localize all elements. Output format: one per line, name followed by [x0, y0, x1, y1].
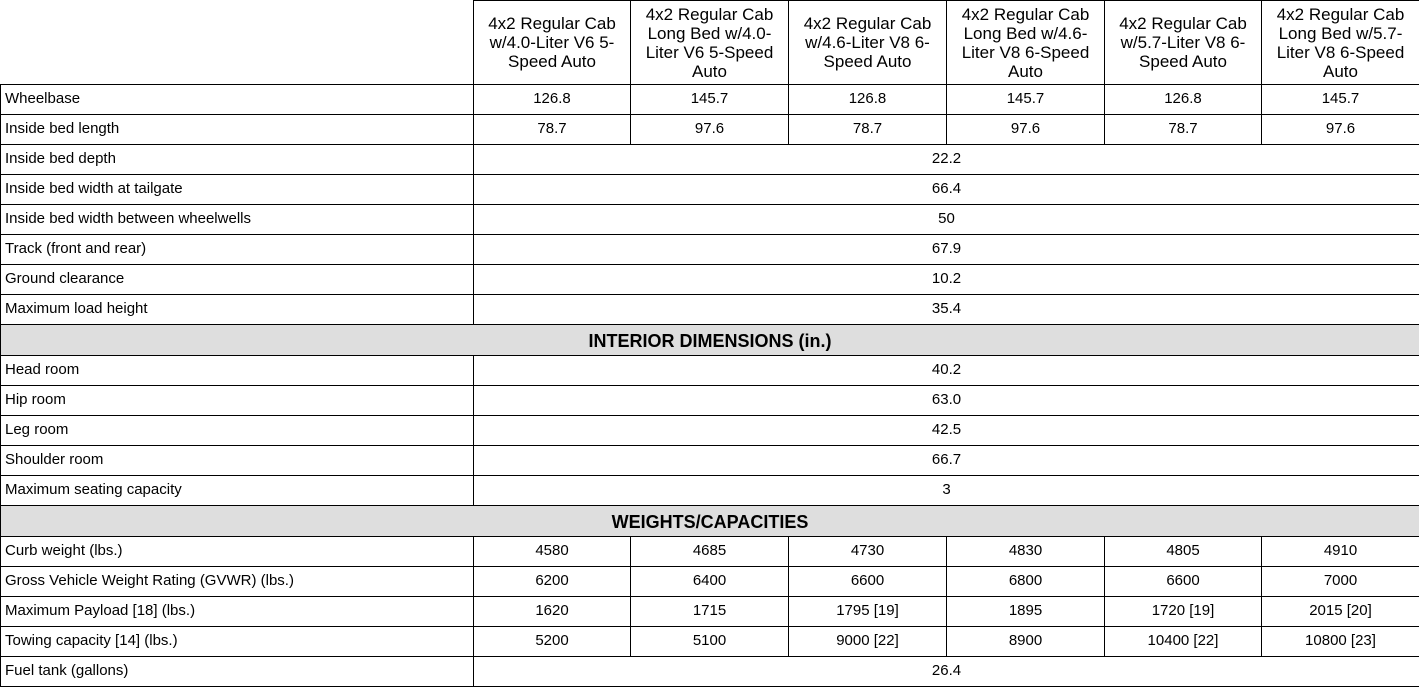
row-label: Track (front and rear) — [1, 235, 474, 265]
header-blank-cell — [1, 1, 474, 85]
table-row — [1, 386, 1419, 416]
column-header: 4x2 Regular Cab w/4.0-Liter V6 5-Speed Auto — [474, 1, 631, 85]
cell-value: 9000 [22] — [789, 627, 947, 657]
cell-value: 6200 — [474, 567, 631, 597]
table-row — [1, 627, 1419, 657]
section-row — [1, 506, 1419, 537]
cell-value: 1715 — [631, 597, 789, 627]
table-row — [1, 567, 1419, 597]
cell-value: 6400 — [631, 567, 789, 597]
row-label: Hip room — [1, 386, 474, 416]
column-header: 4x2 Regular Cab Long Bed w/4.6-Liter V8 6-Speed Auto — [947, 1, 1105, 85]
cell-value: 8900 — [947, 627, 1105, 657]
cell-value: 4580 — [474, 537, 631, 567]
cell-value: 6600 — [1105, 567, 1262, 597]
row-label: Leg room — [1, 416, 474, 446]
cell-value-merged: 3 — [474, 476, 1419, 506]
row-label: Inside bed width at tailgate — [1, 175, 474, 205]
cell-value: 4685 — [631, 537, 789, 567]
cell-value: 126.8 — [474, 85, 631, 115]
section-header-interior: INTERIOR DIMENSIONS (in.) — [1, 325, 1419, 356]
row-label: Inside bed length — [1, 115, 474, 145]
cell-value: 145.7 — [1262, 85, 1419, 115]
table-row — [1, 537, 1419, 567]
column-header: 4x2 Regular Cab w/4.6-Liter V8 6-Speed Auto — [789, 1, 947, 85]
table-row — [1, 597, 1419, 627]
cell-value-merged: 42.5 — [474, 416, 1419, 446]
cell-value: 97.6 — [947, 115, 1105, 145]
cell-value: 5100 — [631, 627, 789, 657]
cell-value: 97.6 — [631, 115, 789, 145]
cell-value: 1620 — [474, 597, 631, 627]
table-row — [1, 115, 1419, 145]
cell-value: 7000 — [1262, 567, 1419, 597]
cell-value: 78.7 — [474, 115, 631, 145]
row-label: Gross Vehicle Weight Rating (GVWR) (lbs.) — [1, 567, 474, 597]
row-label: Towing capacity [14] (lbs.) — [1, 627, 474, 657]
column-header: 4x2 Regular Cab Long Bed w/5.7-Liter V8 6-Speed Auto — [1262, 1, 1419, 85]
table-row — [1, 356, 1419, 386]
cell-value-merged: 63.0 — [474, 386, 1419, 416]
table-row — [1, 85, 1419, 115]
table-row — [1, 175, 1419, 205]
cell-value-merged: 26.4 — [474, 657, 1419, 687]
cell-value-merged: 35.4 — [474, 295, 1419, 325]
cell-value: 145.7 — [947, 85, 1105, 115]
cell-value-merged: 66.4 — [474, 175, 1419, 205]
row-label: Inside bed width between wheelwells — [1, 205, 474, 235]
table-row — [1, 235, 1419, 265]
cell-value-merged: 22.2 — [474, 145, 1419, 175]
table-row — [1, 295, 1419, 325]
cell-value: 10800 [23] — [1262, 627, 1419, 657]
cell-value: 126.8 — [1105, 85, 1262, 115]
cell-value: 6600 — [789, 567, 947, 597]
row-label: Maximum Payload [18] (lbs.) — [1, 597, 474, 627]
table-row — [1, 657, 1419, 687]
cell-value: 1720 [19] — [1105, 597, 1262, 627]
table-row — [1, 265, 1419, 295]
table-row — [1, 476, 1419, 506]
cell-value-merged: 67.9 — [474, 235, 1419, 265]
cell-value: 2015 [20] — [1262, 597, 1419, 627]
row-label: Inside bed depth — [1, 145, 474, 175]
table-row — [1, 205, 1419, 235]
row-label: Fuel tank (gallons) — [1, 657, 474, 687]
cell-value: 6800 — [947, 567, 1105, 597]
section-row — [1, 325, 1419, 356]
cell-value: 78.7 — [1105, 115, 1262, 145]
cell-value: 145.7 — [631, 85, 789, 115]
section-header-weights: WEIGHTS/CAPACITIES — [1, 506, 1419, 537]
column-header: 4x2 Regular Cab w/5.7-Liter V8 6-Speed Auto — [1105, 1, 1262, 85]
row-label: Ground clearance — [1, 265, 474, 295]
cell-value: 1795 [19] — [789, 597, 947, 627]
cell-value: 78.7 — [789, 115, 947, 145]
row-label: Maximum load height — [1, 295, 474, 325]
cell-value: 126.8 — [789, 85, 947, 115]
header-row — [1, 1, 1419, 85]
cell-value: 1895 — [947, 597, 1105, 627]
column-header: 4x2 Regular Cab Long Bed w/4.0-Liter V6 5-Speed Auto — [631, 1, 789, 85]
row-label: Head room — [1, 356, 474, 386]
cell-value: 10400 [22] — [1105, 627, 1262, 657]
cell-value: 4805 — [1105, 537, 1262, 567]
row-label: Curb weight (lbs.) — [1, 537, 474, 567]
row-label: Wheelbase — [1, 85, 474, 115]
cell-value: 5200 — [474, 627, 631, 657]
cell-value: 97.6 — [1262, 115, 1419, 145]
cell-value-merged: 40.2 — [474, 356, 1419, 386]
cell-value-merged: 50 — [474, 205, 1419, 235]
table-row — [1, 145, 1419, 175]
table-row — [1, 446, 1419, 476]
cell-value: 4730 — [789, 537, 947, 567]
row-label: Maximum seating capacity — [1, 476, 474, 506]
row-label: Shoulder room — [1, 446, 474, 476]
cell-value-merged: 66.7 — [474, 446, 1419, 476]
table-row — [1, 416, 1419, 446]
cell-value: 4910 — [1262, 537, 1419, 567]
cell-value-merged: 10.2 — [474, 265, 1419, 295]
cell-value: 4830 — [947, 537, 1105, 567]
